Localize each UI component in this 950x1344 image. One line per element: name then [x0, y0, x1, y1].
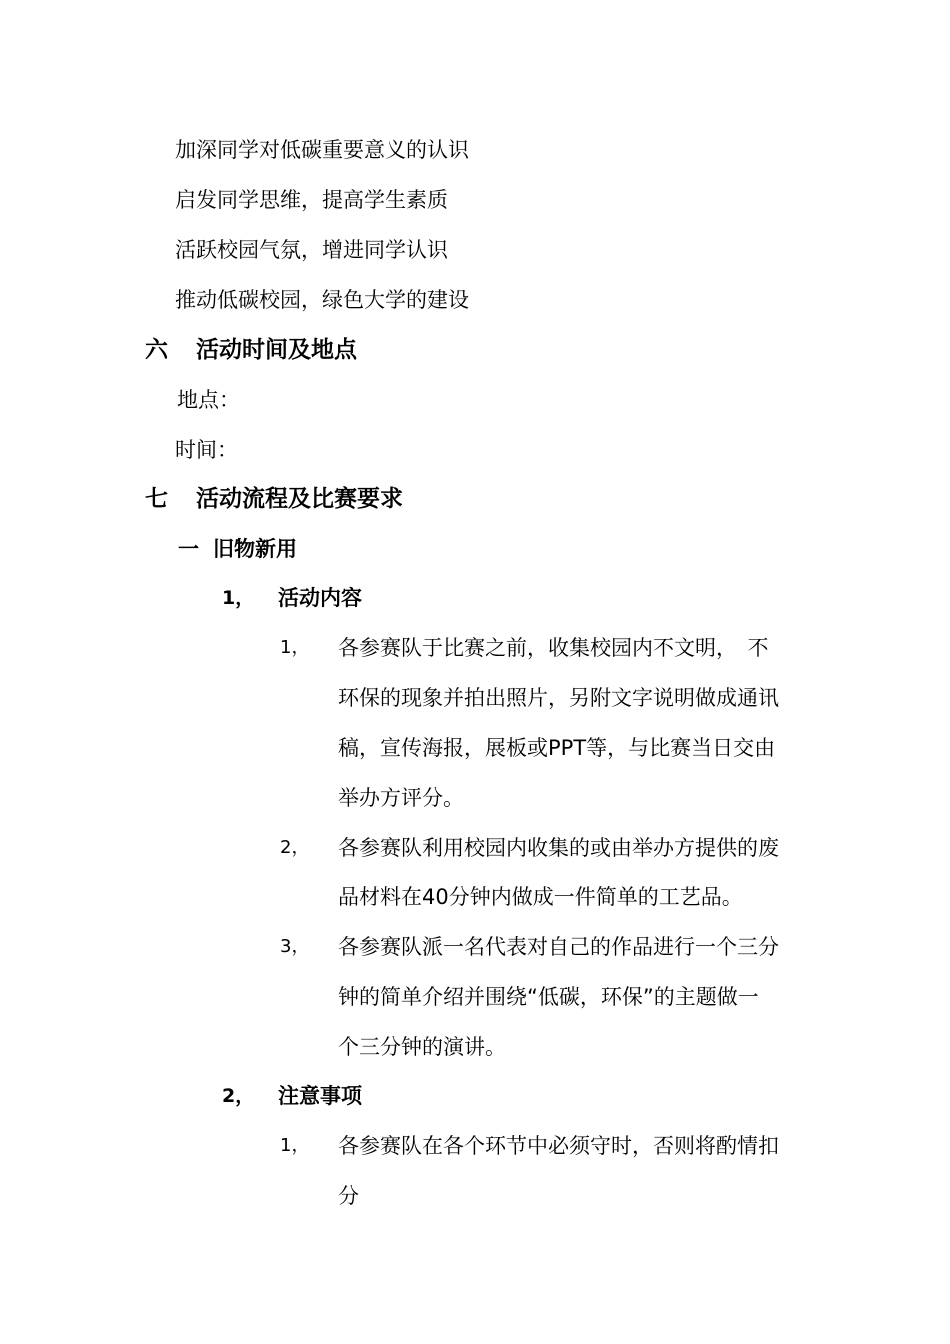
item-2-title: 注意事项 — [278, 1084, 362, 1108]
entry-number: 2， — [280, 837, 310, 858]
part-1-number: 一 — [178, 537, 199, 561]
entry-line: 稿，宣传海报，展板或PPT等，与比赛当日交由 — [338, 736, 776, 760]
entry-number: 3， — [280, 936, 310, 957]
entry-line: 品材料在40分钟内做成一件简单的工艺品。 — [338, 885, 743, 909]
goal-line: 活跃校园气氛，增进同学认识 — [175, 238, 448, 262]
place-label: 地点： — [177, 388, 240, 412]
entry-line: 举办方评分。 — [338, 786, 464, 810]
entry-line: 各参赛队派一名代表对自己的作品进行一个三分 — [338, 935, 779, 959]
entry-line: 个三分钟的演讲。 — [338, 1035, 506, 1059]
section-6-title: 活动时间及地点 — [196, 337, 357, 363]
item-1-number: 1， — [222, 587, 255, 609]
goal-line: 启发同学思维，提高学生素质 — [175, 188, 448, 212]
time-label: 时间： — [175, 438, 238, 462]
goal-line: 推动低碳校园，绿色大学的建设 — [175, 288, 469, 312]
entry-number: 1， — [280, 1135, 310, 1156]
item-2-number: 2， — [222, 1085, 255, 1107]
entry-line: 各参赛队在各个环节中必须守时，否则将酌情扣 — [338, 1134, 779, 1158]
entry-line: 环保的现象并拍出照片，另附文字说明做成通讯 — [338, 686, 779, 710]
section-6-number: 六 — [145, 337, 168, 363]
entry-line: 各参赛队于比赛之前，收集校园内不文明， 不 — [338, 636, 769, 660]
entry-line: 各参赛队利用校园内收集的或由举办方提供的废 — [338, 836, 779, 860]
part-1-title: 旧物新用 — [213, 537, 297, 561]
item-1-title: 活动内容 — [278, 586, 362, 610]
section-7-number: 七 — [145, 486, 168, 512]
entry-line: 分 — [338, 1184, 359, 1208]
entry-line: 钟的简单介绍并围绕“低碳，环保”的主题做一 — [338, 985, 759, 1009]
section-7-title: 活动流程及比赛要求 — [196, 486, 403, 512]
goal-line: 加深同学对低碳重要意义的认识 — [175, 138, 469, 162]
entry-number: 1， — [280, 637, 310, 658]
